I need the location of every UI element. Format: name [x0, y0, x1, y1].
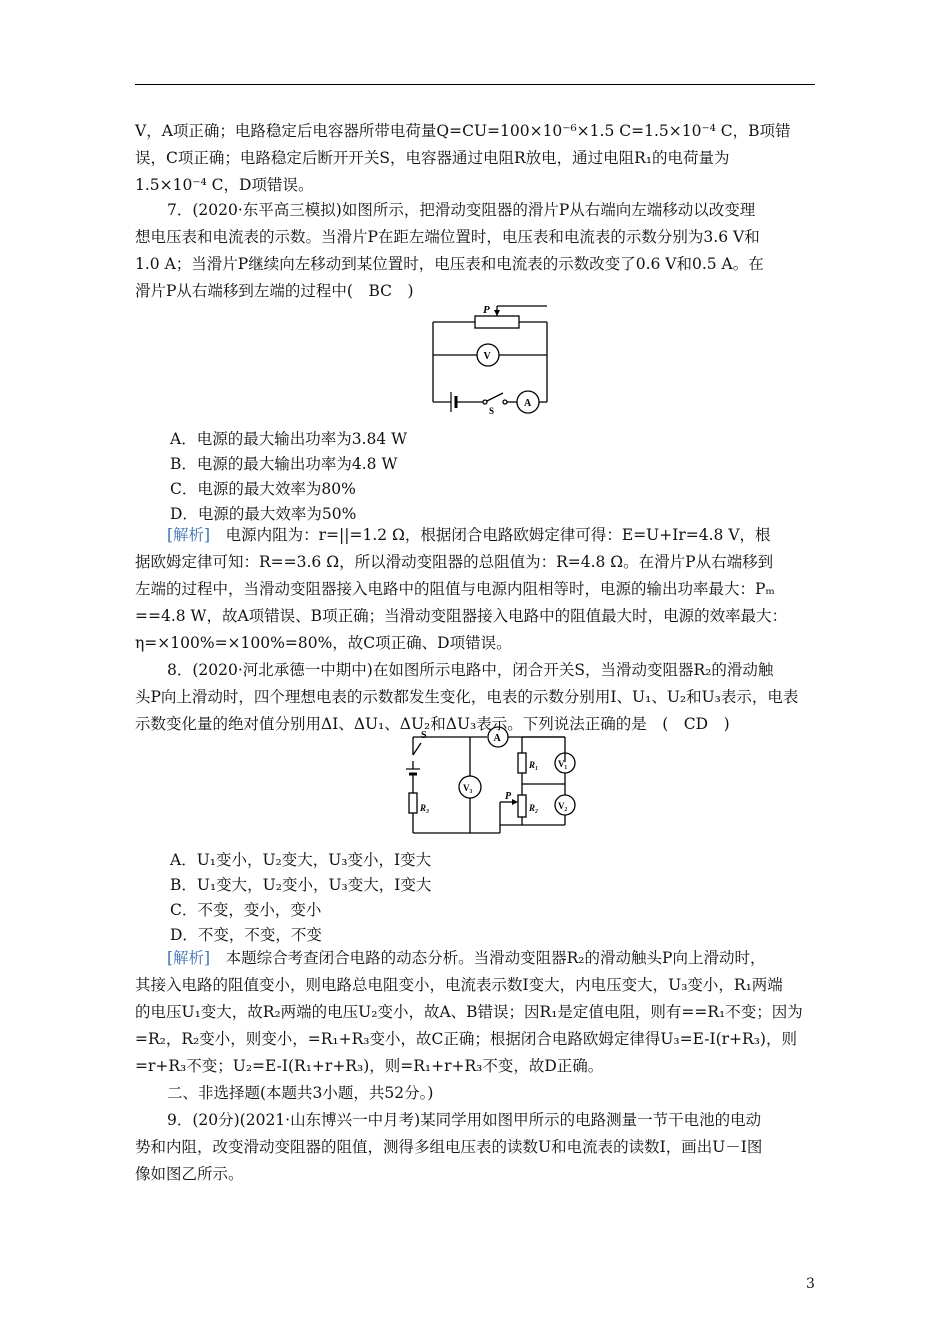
header-rule — [135, 84, 815, 85]
question-7-circuit-diagram — [425, 300, 565, 415]
text-line: =r+R₃不变；U₂=E-I(R₁+r+R₃)，则=R₁+r+R₃不变，故D正确。 — [135, 1057, 604, 1075]
q8-option-b: B．U₁变大，U₂变小，U₃变大，I变大 — [170, 876, 432, 894]
r3-label: R₃ — [420, 803, 430, 813]
text-line: 其接入电路的阻值变小，则电路总电阻变小，电流表示数I变大，内电压变大，U₃变小，R₁两端 — [135, 976, 783, 994]
text-line: 左端的过程中，当滑动变阻器接入电路中的阻值与电源内阻相等时，电源的输出功率最大：Pₘ — [135, 580, 775, 598]
slider-label: P — [483, 304, 490, 316]
q8-option-c: C．不变，变小，变小 — [170, 901, 322, 919]
ammeter-label: A — [493, 733, 501, 744]
text-line: 8．(2020·河北承德一中期中)在如图所示电路中，闭合开关S，当滑动变阻器R₂的滑动触 — [167, 661, 774, 679]
q8-option-a: A．U₁变小，U₂变大，U₃变小，I变大 — [170, 851, 432, 869]
text-line: 1.5×10⁻⁴ C，D项错误。 — [135, 176, 314, 194]
text-line — [135, 945, 815, 972]
text-line: 势和内阻，改变滑动变阻器的阻值，测得多组电压表的读数U和电流表的读数I，画出U－I图 — [135, 1138, 763, 1156]
section-2-heading — [135, 1080, 815, 1107]
question-9-stem — [135, 1107, 815, 1188]
text-line: 误，C项正确；电路稳定后断开开关S，电容器通过电阻R放电，通过电阻R₁的电荷量为 — [135, 149, 730, 167]
text-line: ==4.8 W，故A项错误、B项正确；当滑动变阻器接入电路中的阻值最大时，电源的效率最大： — [135, 607, 788, 625]
v2-label: V₂ — [558, 801, 568, 811]
switch-label: S — [421, 730, 427, 741]
q7-option-c: C．电源的最大效率为80% — [170, 480, 356, 498]
question-8-circuit-diagram — [405, 725, 585, 840]
v1-label: V₁ — [558, 759, 568, 769]
text-line: 头P向上滑动时，四个理想电表的示数都发生变化，电表的示数分别用I、U₁、U₂和U₃表示，电表 — [135, 688, 799, 706]
voltmeter-label: V — [483, 351, 491, 362]
section-title: 二、非选择题(本题共3小题，共52分。) — [167, 1084, 434, 1102]
analysis-text: 电源内阻为：r=||=1.2 Ω，根据闭合电路欧姆定律可得：E=U+Ir=4.8 V，根 — [225, 526, 771, 544]
text-line: 示数变化量的绝对值分别用ΔI、ΔU₁、ΔU₂和ΔU₃表示。下列说法正确的是 ( CD ) — [135, 715, 730, 733]
analysis-tag: [解析] — [167, 949, 211, 967]
text-line: η=×100%=×100%=80%，故C项正确、D项错误。 — [135, 634, 512, 652]
r1-label: R₁ — [529, 760, 539, 770]
q8-option-d: D．不变，不变，不变 — [170, 926, 322, 944]
q7-option-b: B．电源的最大输出功率为4.8 W — [170, 455, 398, 473]
q7-option-d: D．电源的最大效率为50% — [170, 505, 357, 523]
v3-label: V₃ — [463, 783, 473, 793]
r2-label: R₂ — [529, 803, 539, 813]
text-line: 的电压U₁变大，故R₂两端的电压U₂变小，故A、B错误；因R₁是定值电阻，则有==R₁不变；因为 — [135, 1003, 803, 1021]
text-line: 据欧姆定律可知：R==3.6 Ω，所以滑动变阻器的总阻值为：R=4.8 Ω。在滑片P从右端移到 — [135, 553, 774, 571]
text-line: 滑片P从右端移到左端的过程中( BC ) — [135, 282, 414, 300]
page-number: 3 — [806, 1276, 815, 1292]
text-line: 9．(20分)(2021·山东博兴一中月考)某同学用如图甲所示的电路测量一节干电池的电动 — [167, 1111, 762, 1129]
ammeter-label: A — [524, 398, 532, 409]
text-line: =R₂，R₂变小，则变小，=R₁+R₃变小，故C正确；根据闭合电路欧姆定律得U₃=E-I(r+R₃)，则 — [135, 1030, 797, 1048]
text-line: 想电压表和电流表的示数。当滑片P在距左端位置时，电压表和电流表的示数分别为3.6 V和 — [135, 228, 760, 246]
question-7-analysis — [135, 522, 815, 657]
q7-option-a: A．电源的最大输出功率为3.84 W — [170, 430, 408, 448]
text-line: 1.0 A；当滑片P继续向左移动到某位置时，电压表和电流表的示数改变了0.6 V和0.5 A。在 — [135, 255, 764, 273]
text-line: 像如图乙所示。 — [135, 1165, 244, 1183]
question-7-stem — [135, 197, 815, 305]
slider-label: P — [505, 791, 512, 802]
text-line — [135, 522, 815, 549]
analysis-tag: [解析] — [167, 526, 211, 544]
question-8-analysis — [135, 945, 815, 1080]
text-line: V，A项正确；电路稳定后电容器所带电荷量Q=CU=100×10⁻⁶×1.5 C=1.5×10⁻⁴ C，B项错 — [135, 122, 791, 140]
switch-label: S — [489, 406, 495, 415]
analysis-text: 本题综合考查闭合电路的动态分析。当滑动变阻器R₂的滑动触头P向上滑动时， — [225, 949, 766, 967]
continuation-paragraph — [135, 118, 815, 199]
text-line: 7．(2020·东平高三模拟)如图所示，把滑动变阻器的滑片P从右端向左端移动以改变理 — [167, 201, 756, 219]
